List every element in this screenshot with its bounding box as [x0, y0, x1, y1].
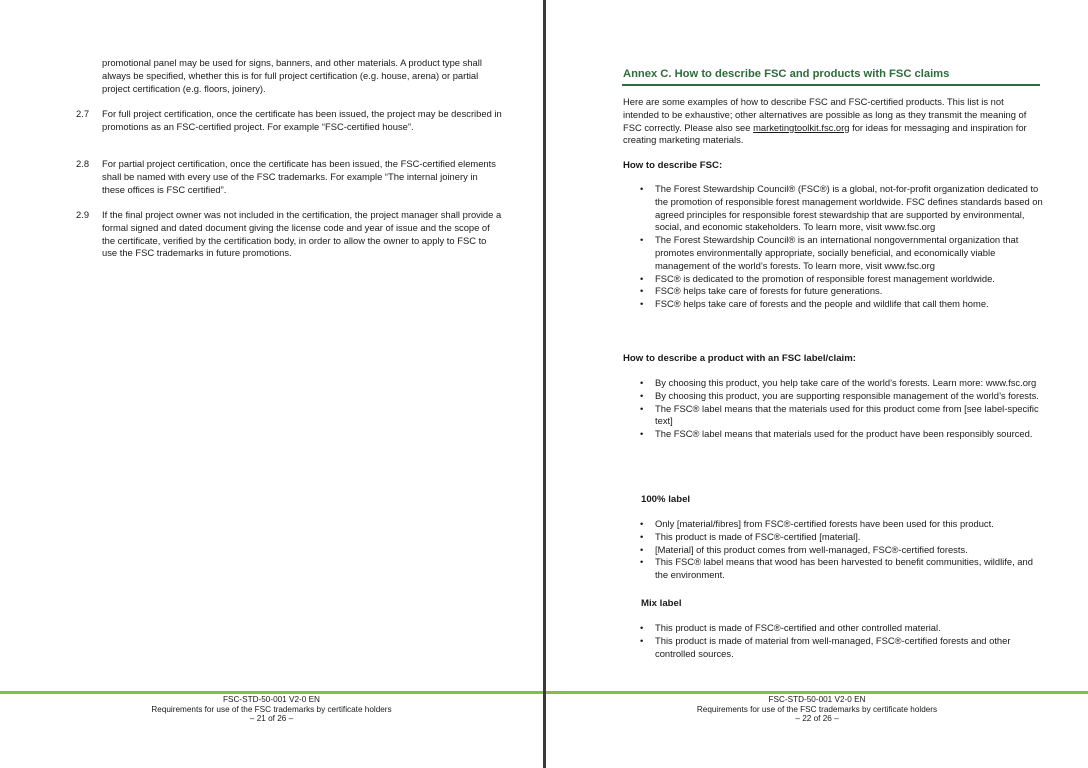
list-item: • This FSC® label means that wood has been harvested to benefit communities, wildlife, and the environment.	[655, 556, 1043, 582]
section-heading: How to describe a product with an FSC label/claim:	[623, 353, 856, 364]
clause-text: For full project certification, once the certificate has been issued, the project may be described in promotions as an FSC-certified project. For example “FSC-certified house”.	[102, 108, 502, 132]
list-item: • Only [material/fibres] from FSC®-certified forests have been used for this product.	[655, 518, 1043, 531]
intro-paragraph: promotional panel may be used for signs, banners, and other materials. A product type shall always be specified, whether this is for full project certification (e.g. house, arena) or partial project certification (e.g. floors, joinery).	[102, 57, 482, 94]
list-item: • [Material] of this product comes from well-managed, FSC®-certified forests.	[655, 544, 1043, 557]
footer-doc-code: FSC-STD-50-001 V2-0 EN	[768, 695, 866, 704]
footer-page-number: – 22 of 26 –	[795, 714, 839, 724]
section-heading: How to describe FSC:	[623, 160, 723, 171]
list-item: • FSC® is dedicated to the promotion of responsible forest management worldwide.	[655, 273, 1043, 286]
list-item: • This product is made of FSC®-certified and other controlled material.	[655, 622, 1043, 635]
annex-heading: Annex C. How to describe FSC and products with FSC claims	[623, 68, 950, 80]
list-item: • By choosing this product, you help take care of the world’s forests. Learn more: www.fsc.org	[655, 377, 1043, 390]
clause-text: For partial project certification, once the certificate has been issued, the FSC-certified elements shall be named with every use of the FSC trademarks. For example “The internal joinery in these offices is FSC certified”.	[102, 158, 496, 195]
footer-doc-title: Requirements for use of the FSC trademarks by certificate holders	[696, 704, 938, 714]
footer-doc-title: Requirements for use of the FSC trademarks by certificate holders	[151, 704, 392, 714]
footer-rule	[546, 691, 1088, 694]
clause-number: 2.8	[76, 158, 90, 169]
list-item: • By choosing this product, you are supporting responsible management of the world’s forests.	[655, 390, 1043, 403]
list-item: • The FSC® label means that the materials used for this product come from [see label-specific text]	[655, 403, 1043, 429]
section-heading: Mix label	[641, 598, 682, 609]
section-heading: 100% label	[641, 494, 691, 505]
marketing-toolkit-link[interactable]: marketingtoolkit.fsc.org	[753, 121, 850, 133]
document-page-right	[546, 0, 1088, 768]
label-mix-list	[655, 622, 1043, 660]
list-item: • The FSC® label means that materials used for the product have been responsibly sourced.	[655, 428, 1043, 441]
intro-text: Here are some examples of how to describe FSC and FSC-certified products. This list is not intended to be exhaustive; other alternatives are possible as long as they transmit the meaning of FSC correctly. Please also see	[623, 96, 1027, 133]
describe-fsc-list	[655, 183, 1043, 311]
annex-intro-paragraph	[623, 96, 1041, 147]
annex-heading-rule	[622, 84, 1040, 86]
clause-number: 2.9	[76, 209, 90, 220]
clause-text: If the final project owner was not included in the certification, the project manager shall provide a formal signed and dated document giving the license code and year of issue and the scope of the certificate, verified by the certification body, in order to allow the owner to apply to FSC to use the FSC trademarks in future promotions.	[102, 209, 502, 259]
list-item: • This product is made of FSC®-certified [material].	[655, 531, 1043, 544]
clause-number: 2.7	[76, 108, 90, 119]
footer-page-number: – 21 of 26 –	[249, 714, 294, 724]
list-item: • The Forest Stewardship Council® (FSC®) is a global, not-for-profit organization dedicated to the promotion of responsible forest management worldwide. FSC defines standards based on agreed principles for responsible forest stewardship that are supported by environmental, social, and economic stakeholders. To learn more, visit www.fsc.org	[655, 183, 1043, 234]
list-item: • FSC® helps take care of forests for future generations.	[655, 285, 1043, 298]
describe-product-list	[655, 377, 1043, 441]
page-footer	[0, 695, 543, 724]
footer-rule	[0, 691, 543, 694]
page-footer	[546, 695, 1088, 724]
list-item: • FSC® helps take care of forests and the people and wildlife that call them home.	[655, 298, 1043, 311]
label-100-list	[655, 518, 1043, 582]
footer-doc-code: FSC-STD-50-001 V2-0 EN	[223, 695, 320, 704]
document-page-left	[0, 0, 543, 768]
list-item: • This product is made of material from well-managed, FSC®-certified forests and other controlled sources.	[655, 635, 1043, 661]
intro-text: for ideas for messaging and inspiration for creating marketing materials.	[623, 121, 1027, 146]
list-item: • The Forest Stewardship Council® is an international nongovernmental organization that promotes environmentally appropriate, socially beneficial, and economically viable management of the world’s forests. To learn more, visit www.fsc.org	[655, 234, 1043, 272]
